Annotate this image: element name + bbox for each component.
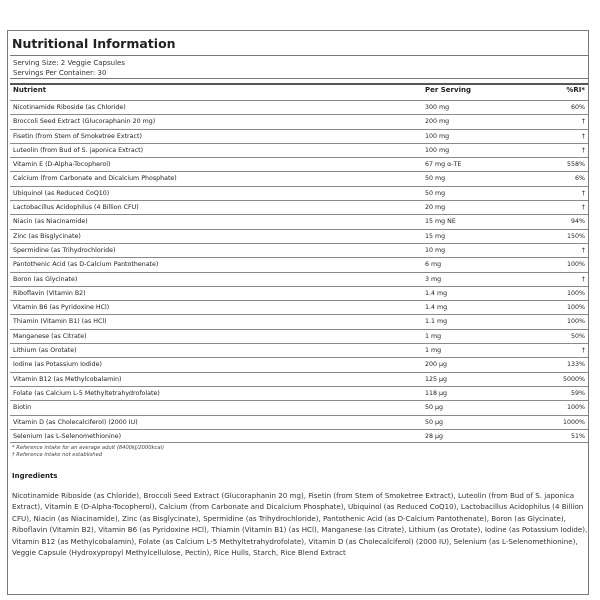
per-serving-value: 15 mg	[425, 232, 446, 240]
ri-value: 6%	[575, 175, 585, 183]
per-serving-value: 10 mg	[425, 246, 446, 254]
nutrient-name: Iodine (as Potassium Iodide)	[13, 361, 102, 369]
ri-value: 100%	[566, 318, 585, 326]
table-row	[10, 314, 588, 328]
nutrient-name: Boron (as Glycinate)	[13, 275, 78, 283]
per-serving-value: 200 μg	[425, 361, 448, 369]
per-serving-value: 28 μg	[425, 432, 444, 440]
per-serving-value: 6 mg	[425, 261, 442, 269]
ri-value: 51%	[571, 432, 585, 440]
ri-value: 100%	[566, 261, 585, 269]
nutrient-name: Riboflavin (Vitamin B2)	[13, 289, 86, 297]
ri-value: †	[581, 347, 585, 355]
table-row	[10, 171, 588, 185]
ri-value: 94%	[571, 218, 585, 226]
per-serving-value: 300 mg	[425, 104, 450, 111]
ri-value: †	[581, 246, 585, 254]
header-per-serving: Per Serving	[425, 86, 471, 94]
per-serving-value: 200 mg	[425, 118, 450, 126]
table-row	[10, 343, 588, 357]
nutrient-name: Thiamin (Vitamin B1) (as HCl)	[13, 318, 107, 326]
ri-value: 59%	[571, 389, 585, 397]
per-serving-value: 1.4 mg	[425, 289, 448, 297]
ri-value: †	[581, 204, 585, 212]
table-row	[10, 186, 588, 200]
table-row	[10, 143, 588, 157]
table-row	[10, 329, 588, 343]
table-row	[10, 129, 588, 143]
ri-value: †	[581, 132, 585, 140]
ri-value: 1000%	[562, 418, 585, 426]
per-serving-value: 50 μg	[425, 418, 444, 426]
ri-value: †	[581, 146, 585, 154]
ri-value: †	[581, 275, 585, 283]
nutrient-table	[10, 100, 588, 443]
servings-per-container: Servings Per Container: 30	[13, 69, 107, 77]
per-serving-value: 50 mg	[425, 189, 446, 197]
serving-size: Serving Size: 2 Veggie Capsules	[13, 59, 125, 67]
nutrient-name: Calcium (from Carbonate and Dicalcium Phosphate)	[13, 175, 177, 183]
table-row	[10, 229, 588, 243]
ri-value: 150%	[566, 232, 585, 240]
ri-value: 60%	[571, 104, 585, 111]
nutrient-name: Lactobacillus Acidophilus (4 Billion CFU)	[13, 204, 139, 212]
table-row	[10, 157, 588, 171]
footnote-ri: * Reference intake for an average adult (8400kJ/2000kcal)	[12, 445, 165, 451]
panel-title: Nutritional Information	[12, 36, 176, 51]
nutrient-name: Lithium (as Orotate)	[13, 347, 77, 355]
per-serving-value: 50 μg	[425, 404, 444, 412]
nutrient-name: Vitamin B6 (as Pyridoxine HCl)	[13, 304, 110, 312]
table-row	[10, 100, 588, 114]
per-serving-value: 118 μg	[425, 389, 448, 397]
nutrient-name: Spermidine (as Trihydrochloride)	[13, 246, 116, 254]
header-rule	[10, 83, 588, 85]
nutrient-name: Nicotinamide Riboside (as Chloride)	[13, 104, 126, 111]
nutrient-name: Luteolin (from Bud of S. japonica Extract)	[13, 146, 144, 154]
header-ri: %RI*	[566, 86, 585, 94]
per-serving-value: 1.4 mg	[425, 304, 448, 312]
ri-value: 50%	[571, 332, 585, 340]
nutrient-name: Manganese (as Citrate)	[13, 332, 87, 340]
per-serving-value: 1 mg	[425, 332, 442, 340]
nutrient-name: Folate (as Calcium L-5 Methyltetrahydrofolate)	[13, 389, 160, 397]
table-row	[10, 272, 588, 286]
table-row	[10, 286, 588, 300]
table-row	[10, 300, 588, 314]
footnotes	[12, 445, 164, 459]
table-row	[10, 243, 588, 257]
table-row	[10, 386, 588, 400]
ri-value: 100%	[566, 304, 585, 312]
nutrient-name: Pantothenic Acid (as D-Calcium Pantothenate)	[13, 261, 159, 269]
table-row	[10, 114, 588, 128]
header-nutrient: Nutrient	[13, 86, 47, 94]
ri-value: 100%	[566, 404, 585, 412]
nutrient-name: Vitamin D (as Cholecalciferol) (2000 IU)	[13, 418, 138, 426]
nutrient-name: Zinc (as Bisglycinate)	[13, 232, 81, 240]
serving-info	[13, 58, 125, 78]
per-serving-value: 100 mg	[425, 132, 450, 140]
nutrient-name: Broccoli Seed Extract (Glucoraphanin 20 mg)	[13, 118, 156, 126]
table-row	[10, 372, 588, 386]
nutrient-name: Biotin	[13, 404, 32, 412]
ri-value: 558%	[566, 161, 585, 169]
ingredients-text: Nicotinamide Riboside (as Chloride), Broccoli Seed Extract (Glucoraphanin 20 mg), Fisetin (from Stem of Smoketree Extract), Luteolin (from Bud of S. japonica Extract), Vitamin E (D-Alpha-Tocopherol), Calcium (from Carbonate and Dicalcium Phosphate), Ubiquinol (as Reduced CoQ10), Lactobacillus Acidophilus (4 Billion CFU), Niacin (as Niacinamide), Zinc (as Bisglycinate), Spermidine (as Trihydrochloride), Pantothenic Acid (as D-Calcium Pantothenate), Boron (as Glycinate), Riboflavin (Vitamin B2), Vitamin B6 (as Pyridoxine HCl), Thiamin (Vitamin B1) (as HCl), Manganese (as Citrate), Lithium (as Orotate), Iodine (as Potassium Iodide), Vitamin B12 (as Methylcobalamin), Folate (as Calcium L-5 Methyltetrahydrofolate), Vitamin D (as Cholecalciferol) (2000 IU), Selenium (as L-Selenomethionine), Veggie Capsule (Hydroxypropyl Methylcellulose, Pectin), Rice Hulls, Starch, Rice Blend Extract	[12, 491, 588, 558]
per-serving-value: 1 mg	[425, 347, 442, 355]
per-serving-value: 1.1 mg	[425, 318, 448, 326]
ingredients-title: Ingredients	[12, 472, 58, 480]
per-serving-value: 100 mg	[425, 146, 450, 154]
table-row	[10, 429, 588, 443]
per-serving-value: 50 mg	[425, 175, 446, 183]
ri-value: 100%	[566, 289, 585, 297]
nutrient-name: Vitamin B12 (as Methylcobalamin)	[13, 375, 122, 383]
table-row	[10, 257, 588, 271]
footnote-not-established: † Reference intake not established	[12, 452, 103, 458]
nutrient-name: Fisetin (from Stem of Smoketree Extract)	[13, 132, 142, 140]
nutrient-name: Selenium (as L-Selenomethionine)	[13, 432, 122, 440]
table-row	[10, 200, 588, 214]
per-serving-value: 15 mg NE	[425, 218, 456, 226]
per-serving-value: 125 μg	[425, 375, 448, 383]
ri-value: 5000%	[562, 375, 585, 383]
per-serving-value: 67 mg α-TE	[425, 161, 462, 169]
table-row	[10, 400, 588, 414]
per-serving-value: 20 mg	[425, 204, 446, 212]
table-header	[10, 86, 588, 98]
table-row	[10, 415, 588, 429]
table-row	[10, 357, 588, 371]
table-row	[10, 214, 588, 228]
nutrient-name: Vitamin E (D-Alpha-Tocopherol)	[13, 161, 111, 169]
ri-value: †	[581, 118, 585, 126]
nutrient-name: Niacin (as Niacinamide)	[13, 218, 88, 226]
nutrient-name: Ubiquinol (as Reduced CoQ10)	[13, 189, 110, 197]
ri-value: 133%	[566, 361, 585, 369]
per-serving-value: 3 mg	[425, 275, 442, 283]
ri-value: †	[581, 189, 585, 197]
